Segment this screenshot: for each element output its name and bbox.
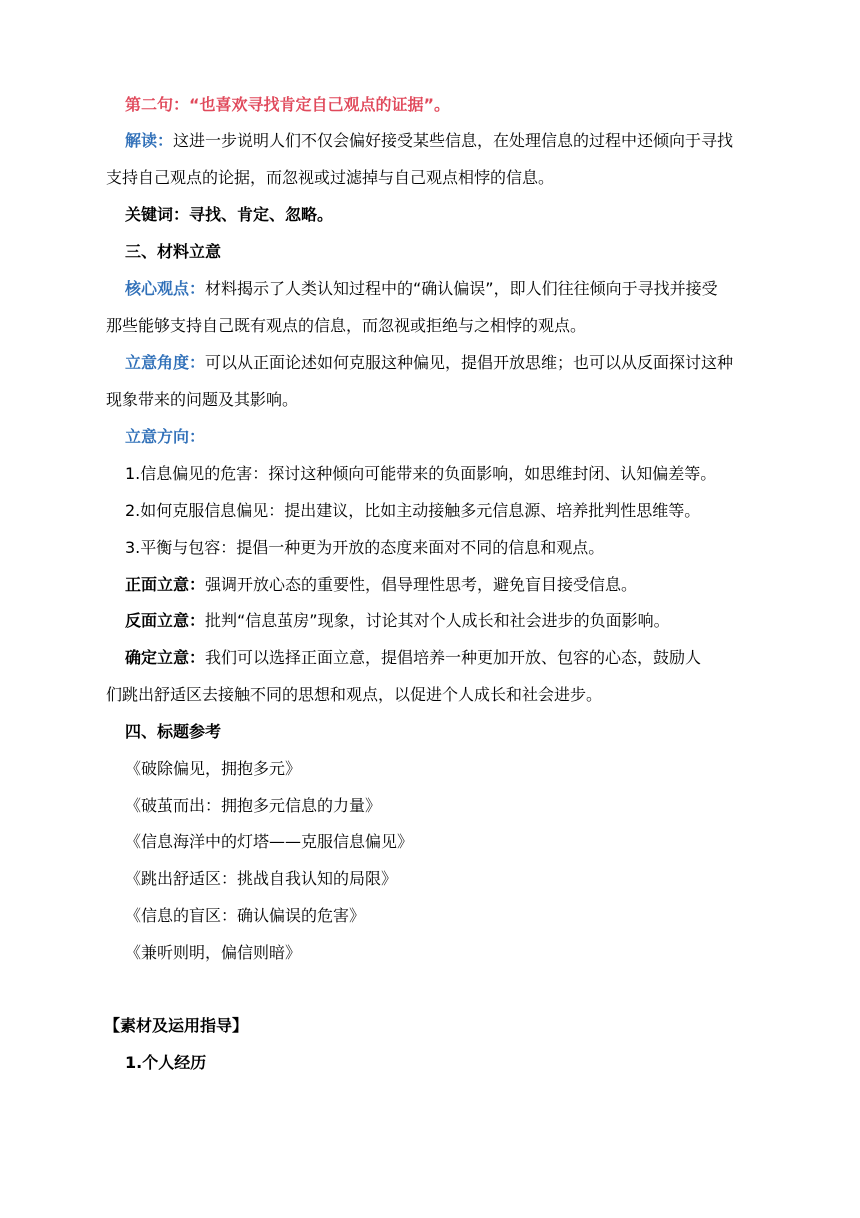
- title-item: 《兼听则明，偏信则暗》: [125, 943, 302, 962]
- final-paragraph: [125, 647, 701, 669]
- final-label: 确定立意：: [125, 648, 206, 667]
- interpretation-label: 解读：: [125, 131, 174, 150]
- positive-paragraph: [125, 574, 637, 596]
- angle-label: 立意角度：: [125, 353, 206, 372]
- angle-text: 可以从正面论述如何克服这种偏见，提倡开放思维；也可以从反面探讨这种: [205, 353, 734, 372]
- positive-label: 正面立意：: [125, 575, 206, 594]
- positive-text: 强调开放心态的重要性，倡导理性思考，避免盲目接受信息。: [205, 575, 638, 594]
- negative-paragraph: [125, 610, 670, 632]
- materials-heading: 【素材及运用指导】: [104, 1016, 249, 1035]
- title-item: 《信息的盲区：确认偏误的危害》: [125, 906, 366, 925]
- core-view-label: 核心观点：: [125, 279, 206, 298]
- angle-text-cont: 现象带来的问题及其影响。: [106, 390, 299, 409]
- direction-item: 1.信息偏见的危害：探讨这种倾向可能带来的负面影响，如思维封闭、认知偏差等。: [125, 464, 717, 483]
- negative-label: 反面立意：: [125, 611, 206, 630]
- final-text: 我们可以选择正面立意，提倡培养一种更加开放、包容的心态，鼓励人: [205, 648, 702, 667]
- title-item: 《破除偏见，拥抱多元》: [125, 759, 302, 778]
- keywords: 关键词：寻找、肯定、忽略。: [125, 205, 334, 224]
- title-item: 《跳出舒适区：挑战自我认知的局限》: [125, 869, 398, 888]
- interpretation-paragraph: [125, 130, 733, 152]
- direction-item: 3.平衡与包容：提倡一种更为开放的态度来面对不同的信息和观点。: [125, 538, 605, 557]
- direction-item: 2.如何克服信息偏见：提出建议，比如主动接触多元信息源、培养批判性思维等。: [125, 501, 701, 520]
- interpretation-text: 这进一步说明人们不仅会偏好接受某些信息，在处理信息的过程中还倾向于寻找: [173, 131, 734, 150]
- negative-text: 批判“信息茧房”现象，讨论其对个人成长和社会进步的负面影响。: [205, 611, 670, 630]
- title-item: 《破茧而出：拥抱多元信息的力量》: [125, 796, 382, 815]
- section-three-heading: 三、材料立意: [125, 242, 222, 261]
- core-view-paragraph: [125, 278, 718, 300]
- interpretation-text-cont: 支持自己观点的论据，而忽视或过滤掉与自己观点相悖的信息。: [106, 168, 555, 187]
- core-view-text: 材料揭示了人类认知过程中的“确认偏误”，即人们往往倾向于寻找并接受: [205, 279, 718, 298]
- title-item: 《信息海洋中的灯塔——克服信息偏见》: [125, 832, 414, 851]
- angle-paragraph: [125, 352, 733, 374]
- final-text-cont: 们跳出舒适区去接触不同的思想和观点，以促进个人成长和社会进步。: [106, 685, 603, 704]
- core-view-text-cont: 那些能够支持自己既有观点的信息，而忽视或拒绝与之相悖的观点。: [106, 316, 587, 335]
- materials-item: 1.个人经历: [125, 1053, 207, 1072]
- direction-label: 立意方向：: [125, 427, 206, 446]
- sentence-two-title: 第二句：“也喜欢寻找肯定自己观点的证据”。: [125, 95, 451, 114]
- section-four-heading: 四、标题参考: [125, 722, 222, 741]
